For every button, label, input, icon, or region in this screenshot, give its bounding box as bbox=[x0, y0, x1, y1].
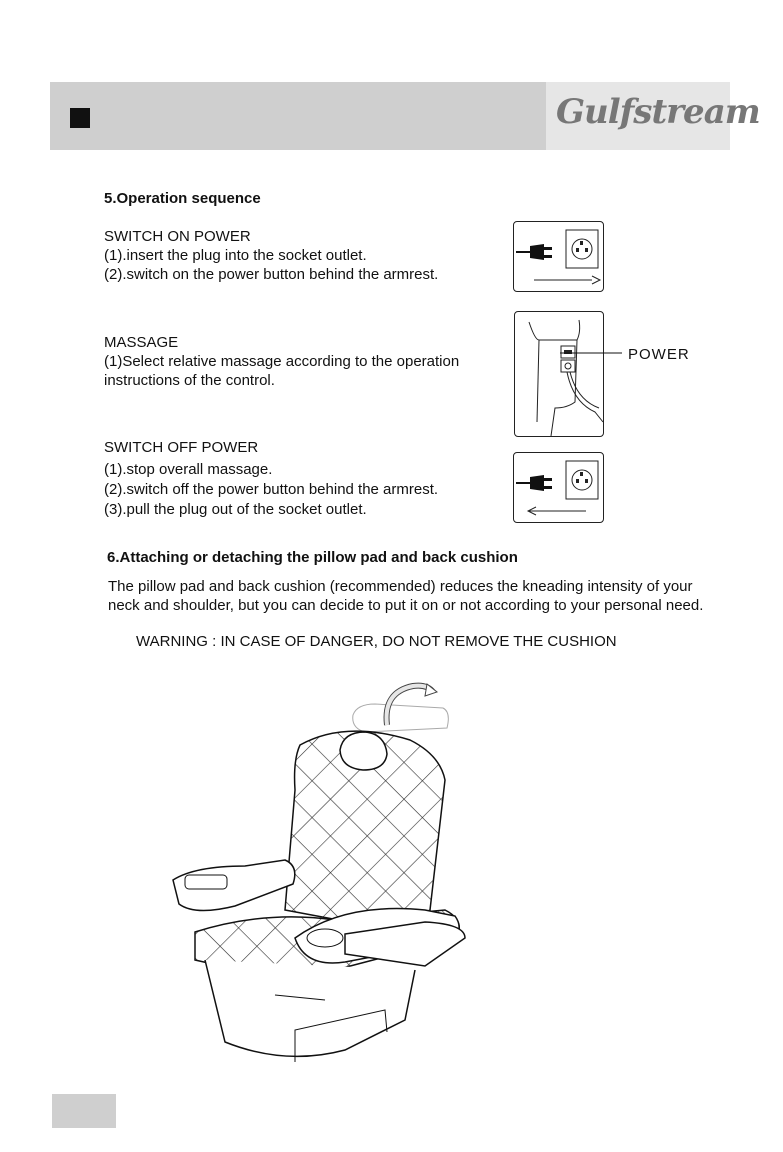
warning-text: WARNING : IN CASE OF DANGER, DO NOT REMOVE THE CUSHION bbox=[136, 633, 617, 650]
power-pointer-line bbox=[560, 348, 626, 358]
switch-on-step-2: (2).switch on the power button behind the armrest. bbox=[104, 266, 439, 283]
gulfstream-logo: Gulfstream bbox=[556, 92, 760, 132]
plug-out-illustration bbox=[513, 452, 604, 523]
section6-body: The pillow pad and back cushion (recommended) reduces the kneading intensity of your neck and shoulder, but you can decide to put it on or not according to your personal need. bbox=[108, 578, 704, 614]
section6-heading: 6.Attaching or detaching the pillow pad and back cushion bbox=[107, 549, 518, 566]
massage-line-1: (1)Select relative massage according to the operation bbox=[104, 353, 460, 370]
header-square-icon bbox=[70, 108, 90, 128]
power-label: POWER bbox=[628, 346, 690, 363]
power-switch-illustration bbox=[514, 311, 604, 437]
switch-on-title: SWITCH ON POWER bbox=[104, 228, 251, 245]
massage-chair-illustration bbox=[165, 670, 475, 1075]
massage-title: MASSAGE bbox=[104, 334, 179, 351]
page-number-box bbox=[52, 1094, 116, 1128]
switch-off-step-3: (3).pull the plug out of the socket outlet. bbox=[104, 501, 367, 518]
massage-line-2: instructions of the control. bbox=[104, 372, 275, 389]
section5-heading: 5.Operation sequence bbox=[104, 190, 261, 207]
plug-in-illustration bbox=[513, 221, 604, 292]
switch-on-step-1: (1).insert the plug into the socket outlet. bbox=[104, 247, 367, 264]
switch-off-step-1: (1).stop overall massage. bbox=[104, 461, 273, 478]
switch-off-title: SWITCH OFF POWER bbox=[104, 439, 259, 456]
switch-off-step-2: (2).switch off the power button behind the armrest. bbox=[104, 481, 439, 498]
